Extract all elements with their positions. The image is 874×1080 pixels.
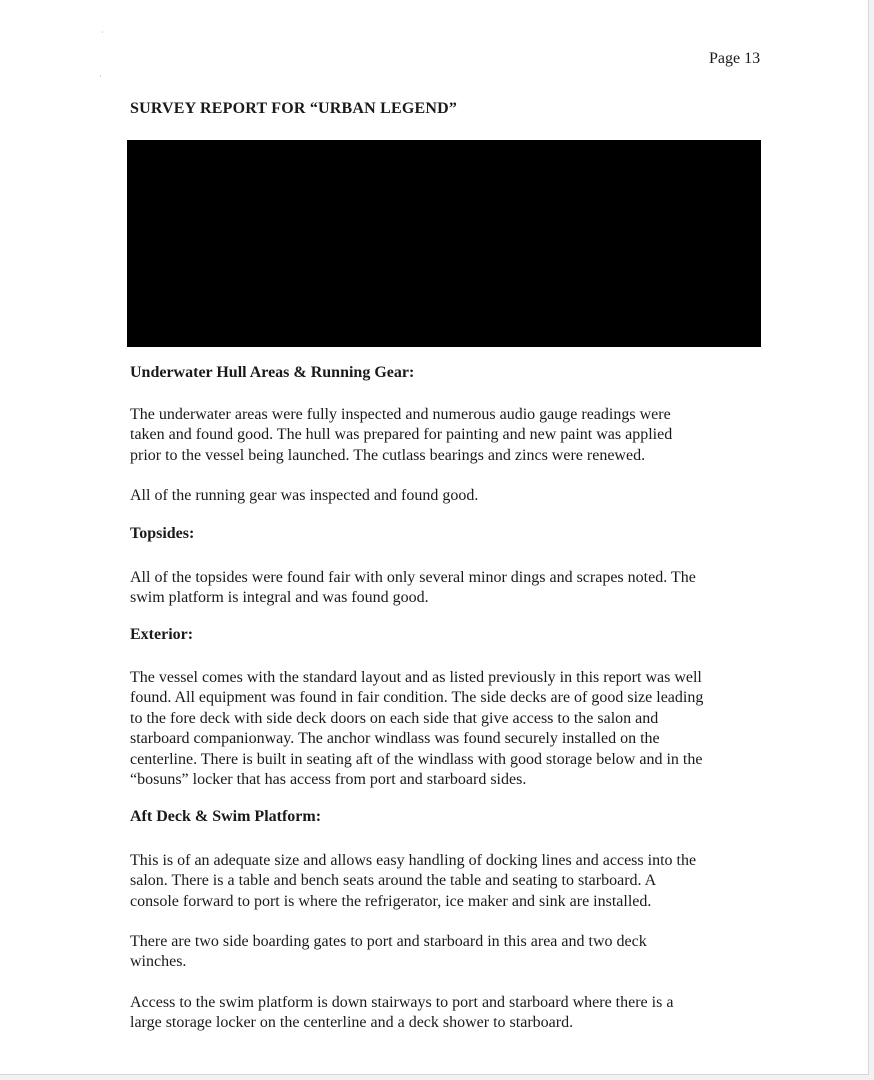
text-line: taken and found good. The hull was prepared for painting and new paint was applied	[130, 426, 673, 444]
paragraph-aft-deck	[130, 851, 770, 912]
text-line: This is of an adequate size and allows easy handling of docking lines and access into the	[130, 852, 697, 869]
text-line: The vessel comes with the standard layout and as listed previously in this report was well	[130, 669, 702, 686]
text-line: console forward to port is where the refrigerator, ice maker and sink are installed.	[130, 892, 652, 910]
page-number: Page 13	[709, 50, 761, 67]
paragraph-topsides	[130, 568, 770, 609]
text-line: salon. There is a table and bench seats around the table and seating to starboard. A	[130, 872, 657, 890]
redacted-photo	[127, 140, 761, 347]
text-line: starboard companionway. The anchor windlass was found securely installed on the	[130, 730, 660, 748]
text-line: centerline. There is built in seating aft of the windlass with good storage below and in the	[130, 750, 703, 768]
text-line: Access to the swim platform is down stairways to port and starboard where there is a	[130, 994, 674, 1011]
report-title: SURVEY REPORT FOR “URBAN LEGEND”	[130, 100, 458, 117]
text-line: large storage locker on the centerline and a deck shower to starboard.	[130, 1014, 574, 1032]
scan-speck: ˙	[101, 30, 104, 40]
section-heading-topsides: Topsides:	[130, 525, 195, 542]
text-line: All of the running gear was inspected and found good.	[130, 487, 479, 504]
paragraph-underwater-hull	[130, 405, 770, 466]
paragraph-swim-platform	[130, 993, 770, 1034]
text-line: There are two side boarding gates to port and starboard in this area and two deck	[130, 933, 647, 950]
section-heading-exterior: Exterior:	[130, 626, 194, 643]
paragraph-exterior	[130, 668, 770, 790]
section-heading-underwater-hull: Underwater Hull Areas & Running Gear:	[130, 364, 415, 381]
paragraph-running-gear	[130, 486, 770, 506]
paragraph-boarding-gates	[130, 932, 770, 973]
text-line: The underwater areas were fully inspected and numerous audio gauge readings were	[130, 406, 671, 423]
text-line: “bosuns” locker that has access from port and starboard sides.	[130, 771, 527, 789]
text-line: All of the topsides were found fair with only several minor dings and scrapes noted. The	[130, 569, 696, 586]
text-line: winches.	[130, 953, 187, 971]
scan-speck: ˙	[99, 74, 102, 84]
section-heading-aft-deck: Aft Deck & Swim Platform:	[130, 808, 322, 825]
text-line: swim platform is integral and was found good.	[130, 589, 429, 607]
text-line: found. All equipment was found in fair condition. The side decks are of good size leading	[130, 689, 704, 707]
text-line: to the fore deck with side deck doors on each side that give access to the salon and	[130, 709, 659, 727]
text-line: prior to the vessel being launched. The cutlass bearings and zincs were renewed.	[130, 446, 646, 464]
